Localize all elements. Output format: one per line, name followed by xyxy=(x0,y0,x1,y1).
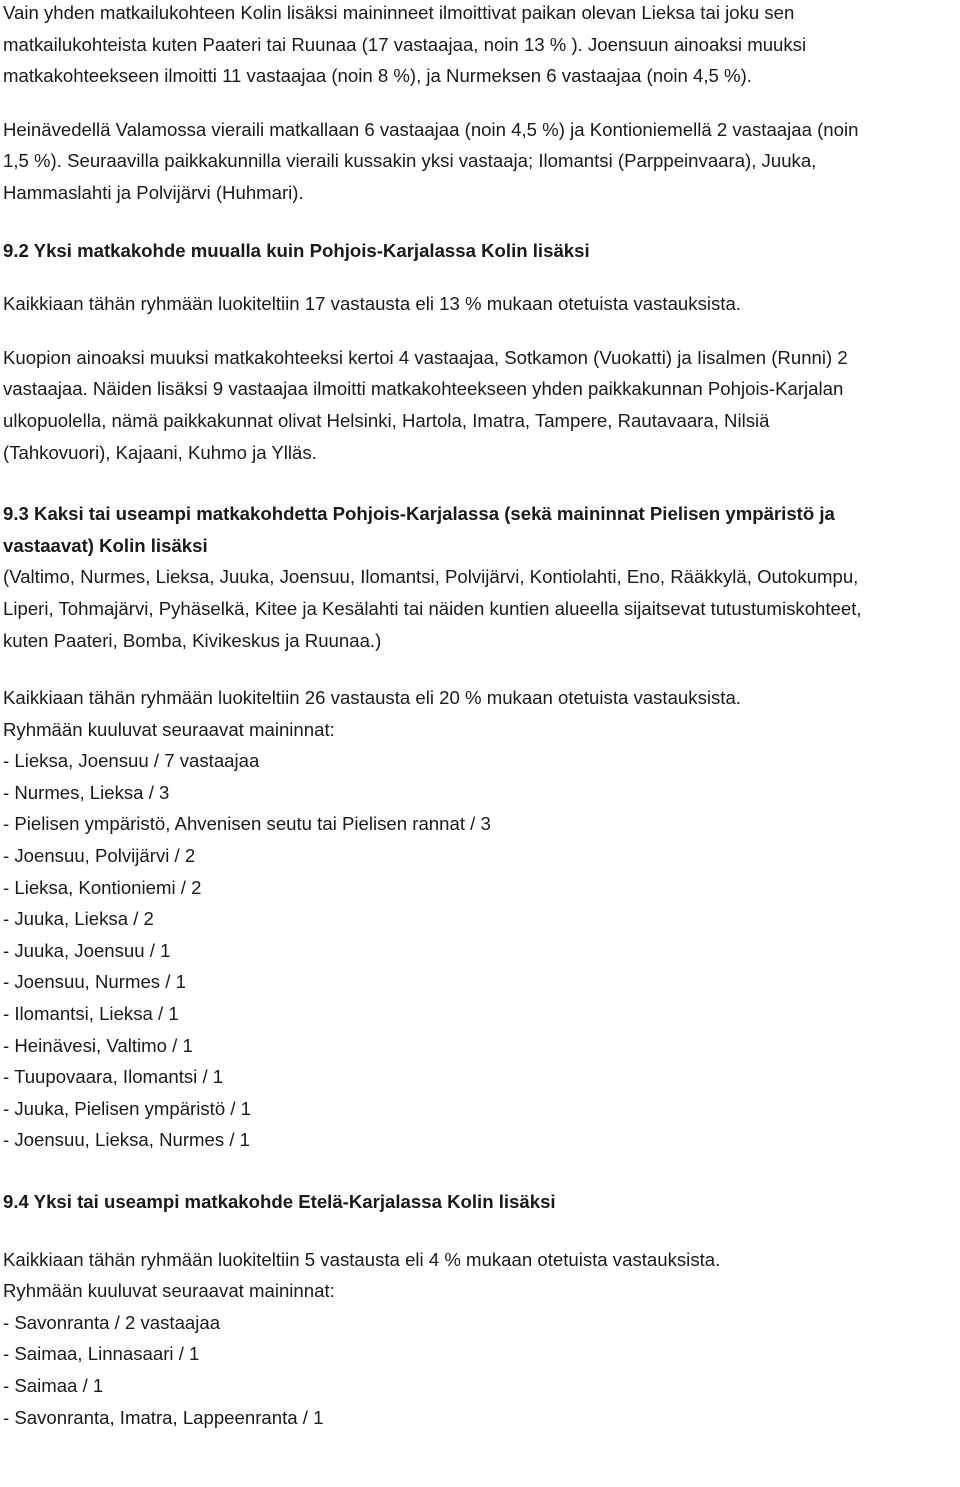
list-item: - Ilomantsi, Lieksa / 1 xyxy=(3,1003,179,1025)
list-item: - Savonranta, Imatra, Lappeenranta / 1 xyxy=(3,1406,324,1428)
list-item: - Saimaa, Linnasaari / 1 xyxy=(3,1343,200,1365)
list-item: - Juuka, Joensuu / 1 xyxy=(3,939,171,961)
intro-paragraph-1: Vain yhden matkailukohteen Kolin lisäksi maininneet ilmoittivat paikan olevan Lieksa tai joku sen matkailukohteista kuten Paateri tai Ruunaa (17 vastaajaa, noin 13 % ). Joensuun ainoaksi muuksi matkakohteekseen ilmoitti 11 vastaajaa (noin 8 %), ja Nurmeksen 6 vastaajaa (noin 4,5 %). xyxy=(3,2,807,87)
list-item: - Heinävesi, Valtimo / 1 xyxy=(3,1034,193,1056)
list-item: - Joensuu, Lieksa, Nurmes / 1 xyxy=(3,1129,250,1151)
list-item: - Lieksa, Joensuu / 7 vastaajaa xyxy=(3,750,260,772)
list-item: - Pielisen ympäristö, Ahvenisen seutu tai Pielisen rannat / 3 xyxy=(3,813,491,835)
list-item: - Lieksa, Kontioniemi / 2 xyxy=(3,876,202,898)
section-9-2-body: Kuopion ainoaksi muuksi matkakohteeksi kertoi 4 vastaajaa, Sotkamon (Vuokatti) ja Iisalmen (Runni) 2 vastaajaa. Näiden lisäksi 9 vastaajaa ilmoitti matkakohteekseen yhden paikkakunnan Pohjois-Karjalan ulkopuolella, nämä paikkakunnat olivat Helsinki, Hartola, Imatra, Tampere, Rautavaara, Nilsiä (Tahkovuori), Kajaani, Kuhmo ja Ylläs. xyxy=(3,346,848,463)
section-9-4-heading: 9.4 Yksi tai useampi matkakohde Etelä-Karjalassa Kolin lisäksi xyxy=(3,1191,556,1212)
list-item: - Tuupovaara, Ilomantsi / 1 xyxy=(3,1066,224,1088)
intro-paragraph-2: Heinävedellä Valamossa vieraili matkallaan 6 vastaajaa (noin 4,5 %) ja Kontioniemellä 2 vastaajaa (noin 1,5 %). Seuraavilla paikkakunnilla vieraili kussakin yksi vastaaja; Ilomantsi (Parppeinvaara), Juuka, Hammaslahti ja Polvijärvi (Huhmari). xyxy=(3,118,859,203)
list-item: - Juuka, Pielisen ympäristö / 1 xyxy=(3,1097,252,1119)
section-9-2-heading: 9.2 Yksi matkakohde muualla kuin Pohjois-Karjalassa Kolin lisäksi xyxy=(3,239,590,261)
list-item: - Joensuu, Nurmes / 1 xyxy=(3,971,186,993)
section-9-3-summary: Kaikkiaan tähän ryhmään luokiteltiin 26 vastausta eli 20 % mukaan otetuista vastauksista. Ryhmään kuuluvat seuraavat maininnat: xyxy=(3,687,741,740)
list-item: - Savonranta / 2 vastaajaa xyxy=(3,1311,221,1333)
list-item: - Juuka, Lieksa / 2 xyxy=(3,908,154,930)
section-9-4-mentions-list xyxy=(3,1307,960,1433)
list-item: - Nurmes, Lieksa / 3 xyxy=(3,781,170,803)
section-9-3-note: (Valtimo, Nurmes, Lieksa, Juuka, Joensuu, Ilomantsi, Polvijärvi, Kontiolahti, Eno, Rääkkylä, Outokumpu, Liperi, Tohmajärvi, Pyhäselkä, Kitee ja Kesälahti tai näiden kuntien alueella sijaitsevat tutustumiskohteet, kuten Paateri, Bomba, Kivikeskus ja Ruunaa.) xyxy=(3,566,862,651)
section-9-2-summary: Kaikkiaan tähän ryhmään luokiteltiin 17 vastausta eli 13 % mukaan otetuista vastauksista. xyxy=(3,293,741,315)
section-9-4-summary: Kaikkiaan tähän ryhmään luokiteltiin 5 vastausta eli 4 % mukaan otetuista vastauksista. Ryhmään kuuluvat seuraavat maininnat: xyxy=(3,1248,721,1302)
section-9-3-mentions-list xyxy=(3,745,960,1156)
list-item: - Joensuu, Polvijärvi / 2 xyxy=(3,845,196,867)
list-item: - Saimaa / 1 xyxy=(3,1374,104,1396)
section-9-3-heading: 9.3 Kaksi tai useampi matkakohdetta Pohjois-Karjalassa (sekä maininnat Pielisen ympäristö ja vastaavat) Kolin lisäksi xyxy=(3,503,835,556)
